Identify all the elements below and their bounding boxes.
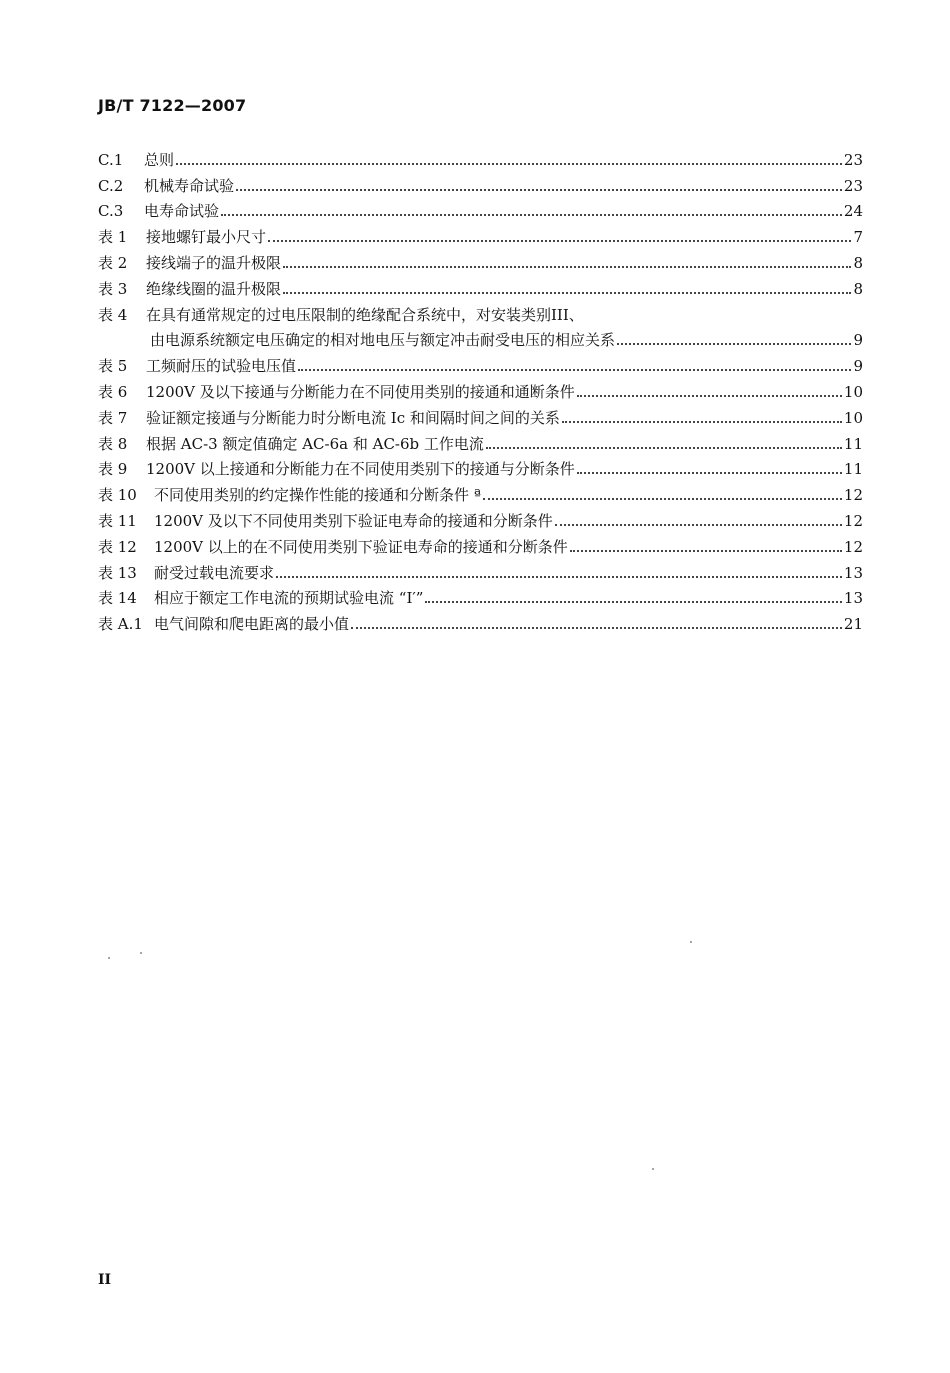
toc-entry-number: C.3 <box>98 202 124 221</box>
toc-entry[interactable] <box>98 246 863 272</box>
toc-entry[interactable] <box>98 607 863 633</box>
toc-entry[interactable] <box>98 375 863 401</box>
toc-entry-number: 表 13 <box>98 563 137 582</box>
toc-entry[interactable] <box>98 143 863 169</box>
toc-entry-title: 根据 AC-3 额定值确定 AC-6a 和 AC-6b 工作电流 <box>146 434 484 453</box>
toc-entry[interactable] <box>98 220 863 246</box>
toc-entry-title: 验证额定接通与分断能力时分断电流 Ic 和间隔时间之间的关系 <box>146 408 560 427</box>
toc-entry-number: 表 10 <box>98 486 137 505</box>
toc-entry[interactable] <box>98 195 863 221</box>
scan-speck <box>108 957 110 959</box>
toc-entry-title: 机械寿命试验 <box>144 176 235 195</box>
table-of-contents <box>98 143 863 633</box>
toc-entry-title: 1200V 及以下不同使用类别下验证电寿命的接通和分断条件 <box>154 511 553 530</box>
toc-entry-title: 工频耐压的试验电压值 <box>146 357 297 376</box>
toc-leader-dots <box>483 498 842 500</box>
scan-speck <box>690 941 692 943</box>
toc-entry-page: 8 <box>853 279 863 298</box>
toc-entry-page: 9 <box>853 357 863 376</box>
toc-entry-page: 7 <box>853 228 863 247</box>
toc-entry-number: 表 2 <box>98 253 128 272</box>
toc-entry-number: 表 8 <box>98 434 128 453</box>
toc-leader-dots <box>236 189 842 191</box>
toc-leader-dots <box>570 550 842 552</box>
toc-entry-title: 在具有通常规定的过电压限制的绝缘配合系统中，对安装类别III、 <box>146 305 584 324</box>
toc-entry-title: 电寿命试验 <box>144 202 220 221</box>
toc-entry-number: 表 14 <box>98 589 137 608</box>
page-number-footer: II <box>98 1272 112 1288</box>
toc-leader-dots <box>577 395 842 397</box>
toc-leader-dots <box>276 576 842 578</box>
toc-entry-page: 21 <box>843 615 863 634</box>
toc-leader-dots <box>425 601 841 603</box>
toc-entry-number: C.2 <box>98 176 124 195</box>
toc-entry[interactable] <box>98 401 863 427</box>
toc-entry[interactable] <box>98 298 863 350</box>
toc-entry-page: 13 <box>843 563 863 582</box>
toc-leader-dots <box>221 214 842 216</box>
toc-entry-title: 1200V 以上的在不同使用类别下验证电寿命的接通和分断条件 <box>154 537 568 556</box>
toc-entry-number: 表 5 <box>98 357 128 376</box>
toc-leader-dots <box>268 240 851 242</box>
toc-entry[interactable] <box>98 272 863 298</box>
toc-entry-page: 23 <box>843 176 863 195</box>
toc-entry-number: 表 12 <box>98 537 137 556</box>
toc-entry[interactable] <box>98 582 863 608</box>
toc-leader-dots <box>577 472 842 474</box>
toc-entry-title: 接地螺钉最小尺寸 <box>146 228 267 247</box>
toc-entry[interactable] <box>98 349 863 375</box>
toc-entry-title: 1200V 以上接通和分断能力在不同使用类别下的接通与分断条件 <box>146 460 575 479</box>
toc-entry[interactable] <box>98 478 863 504</box>
toc-entry-number: 表 11 <box>98 511 137 530</box>
toc-entry-title: 绝缘线圈的温升极限 <box>146 279 282 298</box>
toc-entry-page: 12 <box>843 537 863 556</box>
toc-entry[interactable] <box>98 169 863 195</box>
toc-entry-number: 表 3 <box>98 279 128 298</box>
toc-entry-title: 1200V 及以下接通与分断能力在不同使用类别的接通和通断条件 <box>146 382 575 401</box>
toc-entry-title: 耐受过载电流要求 <box>154 563 275 582</box>
toc-entry-title: 接线端子的温升极限 <box>146 253 282 272</box>
toc-entry-title: 不同使用类别的约定操作性能的接通和分断条件 ª <box>154 486 481 505</box>
toc-entry-page: 23 <box>843 150 863 169</box>
toc-leader-dots <box>298 369 851 371</box>
toc-entry[interactable] <box>98 504 863 530</box>
toc-entry-title: 相应于额定工作电流的预期试验电流 “I′” <box>154 589 424 608</box>
toc-entry-number: 表 6 <box>98 382 128 401</box>
toc-entry-number: C.1 <box>98 150 124 169</box>
toc-entry-page: 8 <box>853 253 863 272</box>
toc-entry-page: 11 <box>843 460 863 479</box>
toc-entry[interactable] <box>98 427 863 453</box>
scan-speck <box>140 952 142 954</box>
toc-entry-number: 表 1 <box>98 228 128 247</box>
toc-entry-page: 13 <box>843 589 863 608</box>
scan-speck <box>652 1168 654 1170</box>
toc-leader-dots <box>351 627 842 629</box>
toc-leader-dots <box>617 343 851 345</box>
toc-entry-number: 表 A.1 <box>98 615 143 634</box>
toc-leader-dots <box>486 447 842 449</box>
toc-entry-page: 12 <box>843 486 863 505</box>
toc-entry-page: 11 <box>843 434 863 453</box>
toc-entry-page: 24 <box>843 202 863 221</box>
document-header: JB/T 7122—2007 <box>98 96 247 115</box>
toc-entry-title: 电气间隙和爬电距离的最小值 <box>154 615 350 634</box>
toc-entry[interactable] <box>98 453 863 479</box>
toc-leader-dots <box>555 524 842 526</box>
toc-entry-page: 9 <box>853 331 863 350</box>
toc-entry-page: 10 <box>843 382 863 401</box>
toc-leader-dots <box>283 266 851 268</box>
toc-leader-dots <box>562 421 842 423</box>
toc-entry[interactable] <box>98 556 863 582</box>
toc-entry[interactable] <box>98 530 863 556</box>
toc-entry-title: 总则 <box>144 150 175 169</box>
toc-entry-number: 表 9 <box>98 460 128 479</box>
toc-entry-page: 10 <box>843 408 863 427</box>
toc-leader-dots <box>176 163 842 165</box>
toc-entry-number: 表 7 <box>98 408 128 427</box>
toc-entry-title-continued: 由电源系统额定电压确定的相对地电压与额定冲击耐受电压的相应关系 <box>150 331 616 350</box>
toc-leader-dots <box>283 292 851 294</box>
toc-entry-page: 12 <box>843 511 863 530</box>
toc-entry-number: 表 4 <box>98 305 128 324</box>
